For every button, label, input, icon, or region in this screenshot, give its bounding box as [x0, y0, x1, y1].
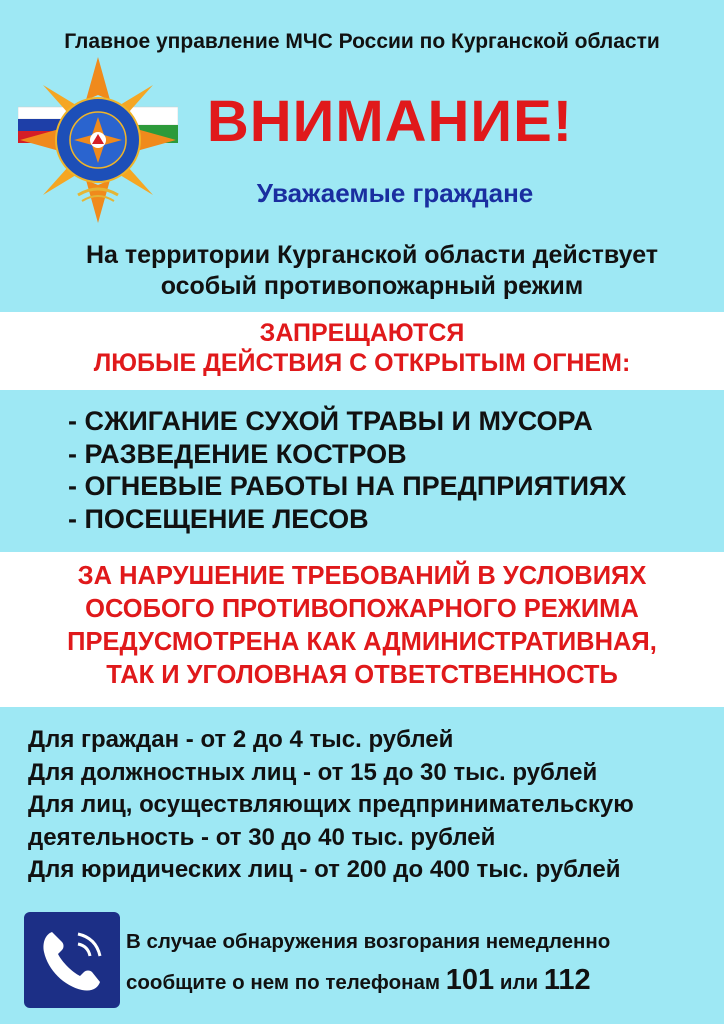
list-item: - ОГНЕВЫЕ РАБОТЫ НА ПРЕДПРИЯТИЯХ	[68, 471, 627, 501]
list-item: - РАЗВЕДЕНИЕ КОСТРОВ	[68, 438, 407, 469]
notice-line-2: особый противопожарный режим	[160, 272, 584, 300]
prohibition-line-2: ЛЮБЫЕ ДЕЙСТВИЯ С ОТКРЫТЫМ ОГНЕМ:	[93, 349, 631, 377]
fine-item: Для лиц, осуществляющих предпринимательскую	[28, 791, 634, 818]
mchs-emblem-icon	[18, 55, 178, 225]
list-item: - ПОСЕЩЕНИЕ ЛЕСОВ	[68, 503, 369, 534]
notice-line-1: На территории Курганской области действует	[85, 241, 659, 269]
call-line-1: В случае обнаружения возгорания немедленно	[126, 930, 611, 953]
call-conjunction: или	[499, 971, 539, 994]
liability-line: ОСОБОГО ПРОТИВОПОЖАРНОГО РЕЖИМА	[85, 595, 639, 623]
fire-regime-notice	[20, 240, 724, 302]
call-line-2	[126, 961, 716, 1002]
fine-item: Для юридических лиц - от 200 до 400 тыс. рублей	[28, 856, 621, 883]
attention-title: ВНИМАНИЕ!	[206, 89, 574, 154]
liability-line: ПРЕДУСМОТРЕНА КАК АДМИНИСТРАТИВНАЯ,	[67, 628, 657, 656]
emergency-call-text	[126, 923, 716, 1002]
phone-number-101: 101	[445, 964, 495, 996]
phone-handset-icon	[24, 912, 120, 1008]
prohibition-line-1: ЗАПРЕЩАЮТСЯ	[259, 319, 465, 347]
phone-glyph-icon	[24, 912, 120, 1008]
list-item: - СЖИГАНИЕ СУХОЙ ТРАВЫ И МУСОРА	[68, 406, 593, 436]
prohibited-actions-list	[68, 405, 708, 535]
liability-line: ЗА НАРУШЕНИЕ ТРЕБОВАНИЙ В УСЛОВИЯХ	[77, 562, 647, 590]
fine-item: Для граждан - от 2 до 4 тыс. рублей	[28, 726, 454, 753]
fine-item: деятельность - от 30 до 40 тыс. рублей	[28, 823, 496, 851]
liability-line: ТАК И УГОЛОВНАЯ ОТВЕТСТВЕННОСТЬ	[106, 661, 618, 689]
fine-item: Для должностных лиц - от 15 до 30 тыс. рублей	[28, 758, 598, 786]
organization-header: Главное управление МЧС России по Курганской области	[64, 30, 660, 53]
greeting: Уважаемые граждане	[256, 178, 534, 208]
phone-number-112: 112	[543, 964, 591, 996]
prohibition-banner	[0, 312, 724, 390]
liability-banner	[0, 552, 724, 707]
fines-list	[28, 724, 718, 887]
call-prefix: сообщите о нем по телефонам	[126, 971, 441, 994]
